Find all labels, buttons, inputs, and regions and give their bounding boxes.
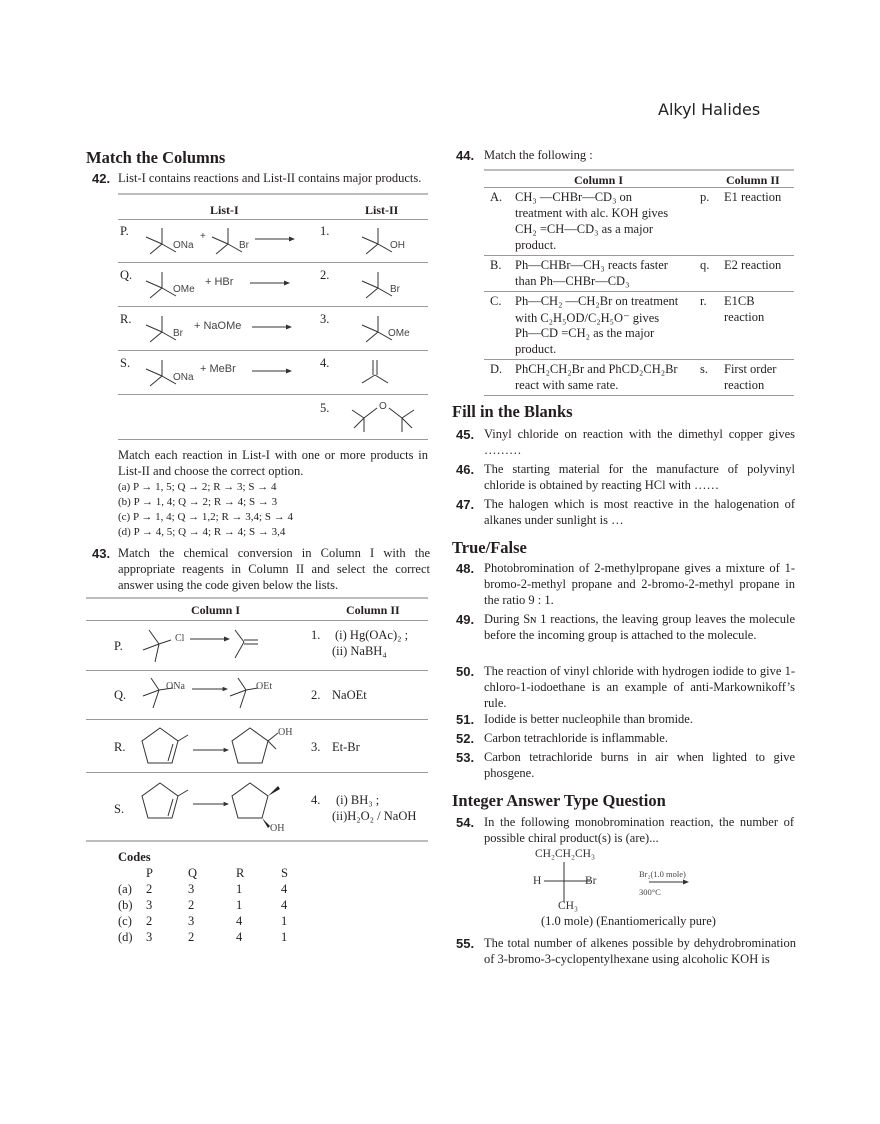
codes-header: Q [188, 866, 198, 880]
row-label: S. [114, 802, 125, 816]
right-group: Br [585, 875, 597, 887]
row-divider [484, 255, 794, 256]
question-text: In the following monobromination reaction, the number of possible chiral product(s) is (are)... [484, 815, 794, 845]
row-text: Ph—CD =CH₂ as the major [515, 326, 655, 340]
reagent-label: + MeBr [200, 363, 236, 375]
answer-key: q. [700, 258, 710, 272]
row-text: with C₂H₅OD/C₂H₅O⁻ gives [515, 311, 660, 325]
substituent-label: OMe [173, 284, 195, 295]
code-option[interactable]: (b) [118, 898, 133, 912]
question-number: 44. [456, 148, 475, 163]
question-number: 53. [456, 750, 475, 765]
row-label: S. [120, 356, 131, 370]
arrow-icon [193, 746, 229, 754]
code-value: 2 [146, 914, 153, 928]
code-value: 1 [236, 882, 243, 896]
question-number: 43. [92, 546, 111, 561]
left-group: H [533, 875, 542, 887]
question-text: The starting material for the manufacture of polyvinyl chloride is obtained by reacting HCl with …… [484, 462, 795, 492]
column-header: Column I [191, 603, 241, 617]
reagent-label: NaOEt [332, 688, 367, 702]
row-number: 5. [320, 401, 330, 415]
row-text: PhCH₂CH₂Br and PhCD₂CH₂Br [515, 362, 678, 376]
reagent-above-arrow: Br₂(1.0 mole) [639, 869, 686, 879]
isobutylene-structure [232, 628, 262, 668]
codes-header: P [146, 866, 153, 880]
question-text: During Sɴ 1 reactions, the leaving group leaves the molecule before the incoming group is attached to the molecule. [484, 612, 795, 642]
question-number: 47. [456, 497, 475, 512]
row-text: CH₂ =CH—CD₃ as a major [515, 222, 653, 236]
code-value: 3 [146, 930, 153, 944]
row-text: product. [515, 342, 557, 356]
substituent-label: ONa [173, 240, 194, 251]
column-header: List-II [365, 203, 399, 217]
answer-text: E1CB [724, 294, 755, 308]
substituent-label: Br [239, 240, 249, 251]
row-text: treatment with alc. KOH gives [515, 206, 669, 220]
section-heading-integer: Integer Answer Type Question [452, 791, 666, 810]
answer-text: E2 reaction [724, 258, 782, 272]
section-heading-match: Match the Columns [86, 148, 226, 167]
question-number: 49. [456, 612, 475, 627]
row-text: CH₃ —CHBr—CD₃ on [515, 190, 633, 204]
row-number: 1. [311, 628, 321, 642]
code-value: 4 [236, 914, 243, 928]
reagent-label: + HBr [205, 276, 234, 288]
arrow-icon [190, 635, 230, 643]
question-number: 42. [92, 171, 111, 186]
substituent-label: OH [278, 727, 293, 738]
substituent-label: OEt [256, 681, 273, 692]
section-heading-fill: Fill in the Blanks [452, 402, 573, 421]
code-option[interactable]: (a) [118, 882, 132, 896]
substituent-label: Cl [175, 633, 185, 644]
arrow-icon [250, 279, 290, 287]
arrow-icon [193, 800, 229, 808]
option-b[interactable]: (b) P → 1, 4; Q → 2; R → 4; S → 3 [118, 496, 278, 508]
substituent-label: ONa [173, 372, 194, 383]
di-tert-butyl-ether-structure [350, 398, 420, 434]
methylcyclopentanol-structure [230, 725, 280, 767]
row-label: C. [490, 294, 502, 308]
code-value: 3 [188, 882, 195, 896]
reagent-label: Et-Br [332, 740, 360, 754]
question-text: The reaction of vinyl chloride with hydrogen iodide to give 1-chloro-1-iodoethane is an example of anti-Markownikoff’s rule. [484, 664, 795, 710]
code-value: 2 [188, 898, 195, 912]
question-number: 51. [456, 712, 475, 727]
question-text: Match the chemical conversion in Column I with the appropriate reagents in Column II and select the correct answer using the code given below the lists. [118, 546, 430, 592]
substituent-label: ONa [166, 681, 185, 692]
question-number: 52. [456, 731, 475, 746]
bottom-group: CH₃ [558, 900, 578, 912]
answer-text: E1 reaction [724, 190, 782, 204]
code-value: 2 [146, 882, 153, 896]
answer-text: reaction [724, 378, 765, 392]
row-divider [484, 395, 794, 396]
row-label: Q. [120, 268, 133, 282]
arrow-icon [252, 367, 292, 375]
column-header: Column II [726, 173, 780, 187]
code-value: 1 [236, 898, 243, 912]
page-header-title: Alkyl Halides [658, 100, 761, 119]
code-value: 3 [146, 898, 153, 912]
arrow-icon [252, 323, 292, 331]
question-text: Carbon tetrachloride burns in air when lighted to give phosgene. [484, 750, 795, 780]
question-number: 50. [456, 664, 475, 679]
column-header: List-I [210, 203, 239, 217]
answer-key: s. [700, 362, 708, 376]
row-label: D. [490, 362, 503, 376]
row-text: Ph—CHBr—CH₃ reacts faster [515, 258, 668, 272]
row-label: B. [490, 258, 502, 272]
code-value: 1 [281, 914, 288, 928]
arrow-icon [638, 878, 700, 886]
codes-header: R [236, 866, 245, 880]
row-label: P. [114, 639, 123, 653]
reagent-label: + NaOMe [194, 320, 242, 332]
top-group: CH₂CH₂CH₃ [535, 848, 595, 860]
answer-key: p. [700, 190, 710, 204]
question-text: List-I contains reactions and List-II contains major products. [118, 171, 422, 185]
code-value: 3 [188, 914, 195, 928]
row-number: 1. [320, 224, 330, 238]
question-text: The halogen which is most reactive in the halogenation of alkanes under sunlight is … [484, 497, 795, 527]
row-text: Ph—CH₂ —CH₂Br on treatment [515, 294, 679, 308]
row-text: than Ph—CHBr—CD₃ [515, 274, 630, 288]
code-value: 2 [188, 930, 195, 944]
answer-text: First order [724, 362, 777, 376]
question-text: The total number of alkenes possible by dehydrobromination of 3-bromo-3-cyclopentylhexane using alcoholic KOH is [484, 936, 796, 966]
reagent-label: (i) BH₃ ; [336, 793, 380, 807]
substituent-label: Br [173, 328, 183, 339]
arrow-icon [192, 685, 228, 693]
reagent-label: (ii)H₂O₂ / NaOH [332, 809, 417, 823]
code-option[interactable]: (d) [118, 930, 133, 944]
reagent-label: (i) Hg(OAc)₂ ; [335, 628, 409, 642]
reagent-label: (ii) NaBH₄ [332, 644, 387, 658]
row-number: 3. [311, 740, 321, 754]
condition-below-arrow: 300°C [639, 887, 661, 897]
question-number: 54. [456, 815, 475, 830]
question-text: Match the following : [484, 148, 593, 162]
codes-header: S [281, 866, 288, 880]
caption: (1.0 mole) (Enantiomerically pure) [541, 914, 716, 928]
question-text: Carbon tetrachloride is inflammable. [484, 731, 668, 745]
column-header: Column II [346, 603, 400, 617]
code-value: 4 [281, 882, 288, 896]
row-label: R. [120, 312, 132, 326]
code-value: 4 [236, 930, 243, 944]
question-text: Iodide is better nucleophile than bromide. [484, 712, 693, 726]
option-a[interactable]: (a) P → 1, 5; Q → 2; R → 3; S → 4 [118, 481, 277, 493]
question-number: 46. [456, 462, 475, 477]
answer-text: reaction [724, 310, 765, 324]
substituent-label: OMe [388, 328, 410, 339]
answer-key: r. [700, 294, 707, 308]
methylcyclopentene-structure [140, 780, 190, 822]
row-divider [484, 291, 794, 292]
substituent-label: Br [390, 284, 400, 295]
row-number: 2. [320, 268, 330, 282]
isobutylene-structure [360, 356, 390, 386]
row-text: react with same rate. [515, 378, 619, 392]
arrow-icon [255, 235, 295, 243]
option-c[interactable]: (c) P → 1, 4; Q → 1,2; R → 3,4; S → 4 [118, 511, 293, 523]
row-text: product. [515, 238, 557, 252]
row-number: 4. [311, 793, 321, 807]
fischer-cross [540, 862, 590, 902]
row-number: 2. [311, 688, 321, 702]
question-number: 48. [456, 561, 475, 576]
codes-title: Codes [118, 850, 151, 864]
row-divider [484, 359, 794, 360]
section-heading-true-false: True/False [452, 538, 527, 557]
substituent-label: OH [390, 240, 405, 251]
row-label: A. [490, 190, 503, 204]
code-option[interactable]: (c) [118, 914, 132, 928]
question-text: Photobromination of 2-methylpropane gives a mixture of 1-bromo-2-methyl propane and 2-bromo-2-methyl propane in the ratio 9 : 1. [484, 561, 795, 607]
code-value: 1 [281, 930, 288, 944]
substituent-label: OH [270, 823, 285, 834]
column-header: Column I [574, 173, 624, 187]
question-text: Vinyl chloride on reaction with the dimethyl copper gives ……… [484, 427, 795, 457]
methylcyclopentene-structure [140, 725, 190, 767]
code-value: 4 [281, 898, 288, 912]
instruction-text: Match each reaction in List-I with one or more products in List-II and choose the correct option. [118, 448, 428, 478]
row-label: Q. [114, 688, 127, 702]
oxygen-label: O [379, 401, 387, 412]
option-d[interactable]: (d) P → 4, 5; Q → 4; R → 4; S → 3,4 [118, 526, 286, 538]
row-number: 4. [320, 356, 330, 370]
row-label: P. [120, 224, 129, 238]
row-number: 3. [320, 312, 330, 326]
row-label: R. [114, 740, 126, 754]
question-number: 55. [456, 936, 475, 951]
plus-sign: + [200, 231, 206, 242]
question-number: 45. [456, 427, 475, 442]
